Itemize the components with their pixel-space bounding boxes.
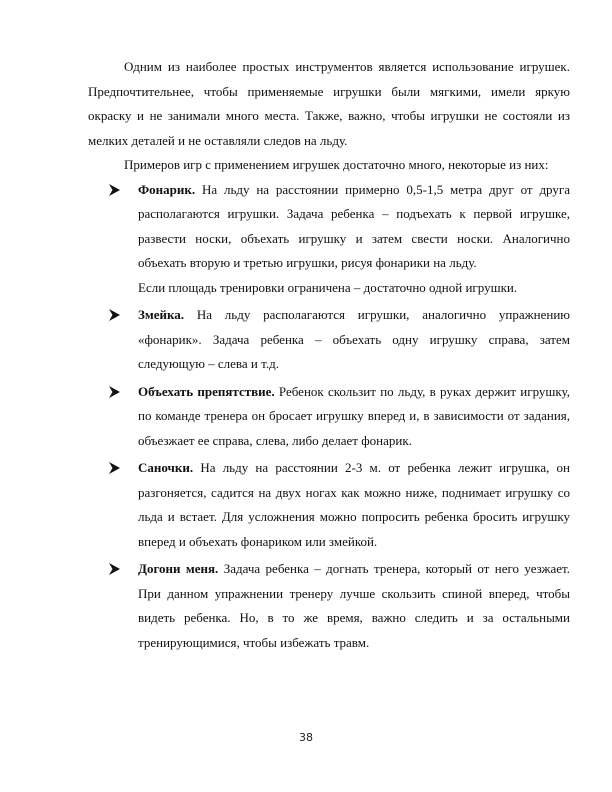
exercise-item [88, 303, 570, 377]
arrow-bullet-icon [108, 386, 121, 398]
arrow-bullet-icon [108, 563, 121, 575]
intro-paragraph: Одним из наиболее простых инструментов является использование игрушек. Предпочтительнее, чтобы применяемые игрушки были мягкими, имели яркую окраску и не занимали много места. Также, важно, чтобы игрушки не состояли из мелких деталей и не оставляли следов на льду. [88, 59, 570, 148]
exercise-description: Задача ребенка – догнать тренера, который от него уезжает. При данном упражнении тренеру лучше скользить спиной вперед, чтобы видеть ребенка. Но, в то же время, важно следить и за остальными тренирующимися, чтобы избежать травм. [138, 561, 571, 650]
examples-lead-paragraph: Примеров игр с применением игрушек достаточно много, некоторые из них: [124, 157, 549, 172]
exercise-item [88, 456, 570, 554]
page-body [88, 55, 570, 655]
exercise-description: На льду на расстоянии 2-3 м. от ребенка лежит игрушка, он разгоняется, садится на двух ногах как можно ниже, поднимает игрушку со льда и встает. Для усложнения можно попросить ребенка бросить игрушку вперед и объехать фонариком или змейкой. [138, 460, 571, 549]
exercise-description: На льду располагаются игрушки, аналогично упражнению «фонарик». Задача ребенка – объехать одну игрушку справа, затем следующую – слева и т.д. [138, 307, 570, 371]
exercise-title: Объехать препятствие. [138, 383, 275, 399]
arrow-bullet-icon [108, 309, 121, 321]
exercise-title: Фонарик. [138, 181, 196, 197]
exercise-description: На льду на расстоянии примерно 0,5-1,5 метра друг от друга располагаются игрушки. Задача ребенка – подъехать к первой игрушке, развести носки, объехать игрушку и затем свести носки. Аналогично объехать вторую и третью игрушки, рисуя фонарики на льду. [138, 181, 570, 270]
exercise-title: Саночки. [138, 460, 194, 475]
exercise-description: Ребенок скользит по льду, в руках держит игрушку, по команде тренера он бросает игрушку вперед и, в зависимости от задания, объезжает ее справа, слева, либо делает фонарик. [138, 383, 571, 448]
exercise-title: Змейка. [138, 307, 185, 322]
page-number: 38 [299, 731, 313, 744]
exercise-title: Догони меня. [138, 561, 219, 576]
arrow-bullet-icon [108, 462, 121, 474]
exercise-list [88, 178, 570, 656]
exercise-item [88, 178, 570, 301]
exercise-note: Если площадь тренировки ограничена – достаточно одной игрушки. [138, 279, 518, 295]
exercise-item [88, 380, 570, 454]
exercise-item [88, 557, 570, 655]
arrow-bullet-icon [108, 184, 121, 196]
